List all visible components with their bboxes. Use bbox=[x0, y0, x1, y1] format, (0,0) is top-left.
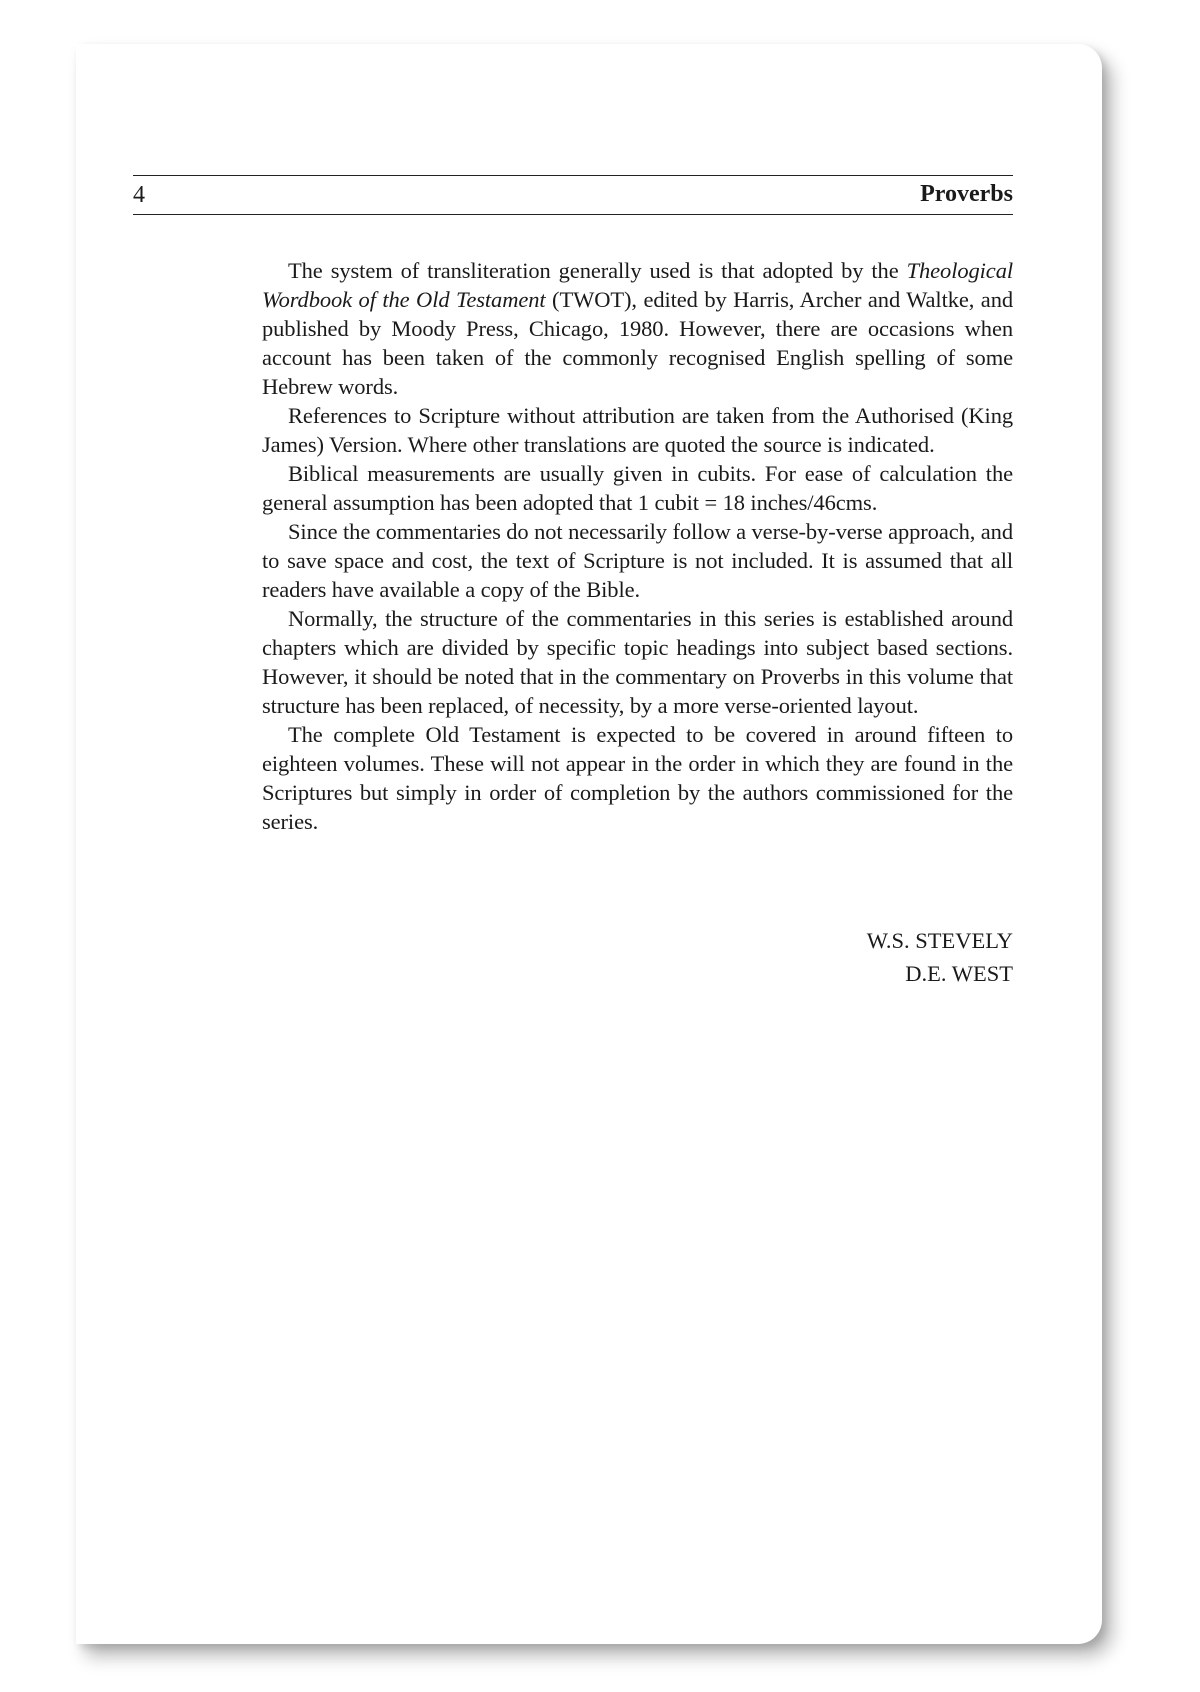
paragraph-structure: Normally, the structure of the commentaries in this series is established around chapters which are divided by specific topic headings into subject based sections. However, it should be noted that in the commentary on Proverbs in this volume that structure has been replaced, of necessity, by a more verse-oriented layout. bbox=[262, 606, 1013, 718]
signature-name: W.S. STEVELY bbox=[866, 928, 1013, 953]
signature-name: D.E. WEST bbox=[905, 961, 1013, 986]
paragraph-text: The system of transliteration generally used is that adopted by the bbox=[288, 258, 907, 283]
paragraph-text: (TWOT), edited by Harris, Archer and Waltke, and published by Moody Press, Chicago, 1980. However, there are occasions when account has been taken of the commonly recognised English spelling of some Hebrew words. bbox=[262, 287, 1013, 399]
book-title: Proverbs bbox=[920, 181, 1013, 207]
preface-body bbox=[262, 256, 1013, 836]
signature-block bbox=[867, 924, 1013, 990]
paragraph-commentaries: Since the commentaries do not necessarily follow a verse-by-verse approach, and to save space and cost, the text of Scripture is not included. It is assumed that all readers have available a copy of the Bible. bbox=[262, 519, 1013, 602]
paragraph-scripture-references: References to Scripture without attribution are taken from the Authorised (King James) Version. Where other translations are quoted the source is indicated. bbox=[262, 403, 1013, 457]
running-header bbox=[133, 175, 1013, 215]
page-number: 4 bbox=[133, 182, 145, 208]
paragraph-measurements: Biblical measurements are usually given in cubits. For ease of calculation the general assumption has been adopted that 1 cubit = 18 inches/46cms. bbox=[262, 461, 1013, 515]
italic-book-title: Theological Wordbook of the Old Testament bbox=[262, 258, 1013, 312]
paragraph-volumes: The complete Old Testament is expected to be covered in around fifteen to eighteen volumes. These will not appear in the order in which they are found in the Scriptures but simply in order of completion by the authors commissioned for the series. bbox=[262, 722, 1013, 834]
paragraph-transliteration bbox=[262, 256, 1013, 401]
